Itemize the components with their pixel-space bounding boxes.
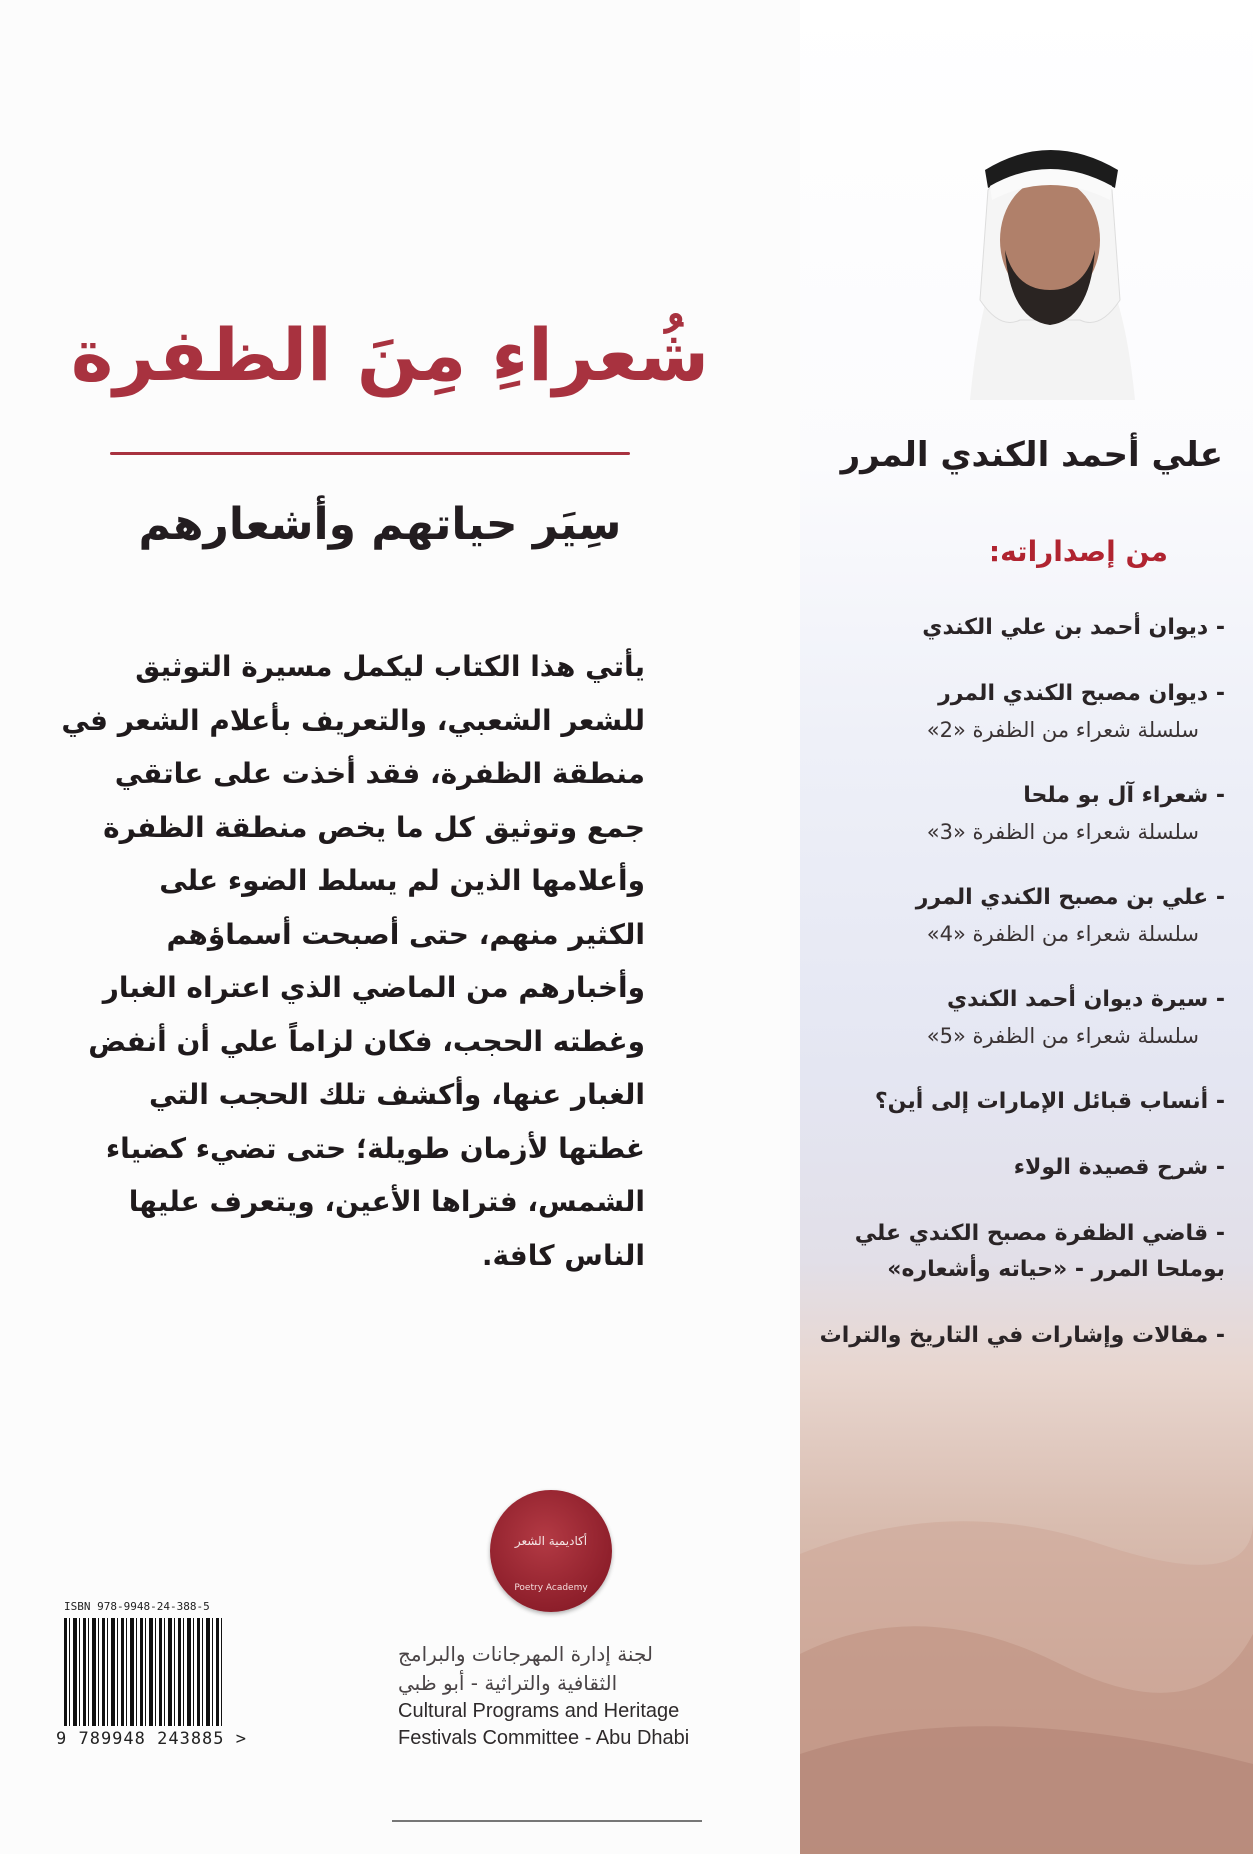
blurb-line: جمع وتوثيق كل ما يخص منطقة الظفرة <box>103 810 645 844</box>
poetry-academy-logo <box>490 1490 612 1612</box>
publication-item <box>805 1318 1225 1354</box>
publication-item <box>805 1150 1225 1186</box>
blurb <box>25 640 645 1282</box>
publication-title: - قاضي الظفرة مصبح الكندي علي بوملحا المرر - «حياته وأشعاره» <box>854 1221 1225 1282</box>
author-panel <box>800 0 1253 1854</box>
publication-title: - شعراء آل بو ملحا <box>1023 783 1225 808</box>
publication-item <box>805 676 1225 748</box>
blurb-line: الغبار عنها، وأكشف تلك الحجب التي <box>148 1078 645 1111</box>
blurb-line: يأتي هذا الكتاب ليكمل مسيرة التوثيق <box>135 650 645 683</box>
publications-list <box>805 610 1225 1384</box>
desert-dunes-image <box>800 1434 1253 1854</box>
title-underline <box>110 452 630 455</box>
publication-item <box>805 880 1225 952</box>
blurb-line: للشعر الشعبي، والتعريف بأعلام الشعر في <box>61 703 645 737</box>
blurb-line: منطقة الظفرة، فقد أخذت على عاتقي <box>114 757 645 790</box>
divider <box>392 1820 702 1822</box>
publication-title: - ديوان أحمد بن علي الكندي <box>922 615 1225 640</box>
publication-item <box>805 1216 1225 1288</box>
publisher-english-1: Cultural Programs and Heritage <box>398 1700 680 1722</box>
barcode-bars <box>64 1618 222 1726</box>
isbn-label: ISBN 978-9948-24-388-5 <box>64 1600 210 1613</box>
publication-item <box>805 1084 1225 1120</box>
barcode-digits: 9 789948 243885 > <box>56 1729 247 1749</box>
publication-series: سلسلة شعراء من الظفرة «3» <box>926 820 1199 844</box>
author-portrait <box>960 130 1140 400</box>
book-subtitle: سِيَر حياتهم وأشعارهم <box>138 499 622 550</box>
publication-item <box>805 982 1225 1054</box>
publication-title: - ديوان مصبح الكندي المرر <box>938 681 1225 706</box>
publisher-english-2: Festivals Committee - Abu Dhabi <box>398 1727 690 1749</box>
publisher-block <box>398 1640 694 1752</box>
publication-series: سلسلة شعراء من الظفرة «4» <box>926 922 1199 946</box>
blurb-line: الشمس، فتراها الأعين، ويتعرف عليها <box>128 1185 645 1218</box>
blurb-line: الناس كافة. <box>481 1238 645 1272</box>
blurb-line: وأخبارهم من الماضي الذي اعتراه الغبار <box>102 971 645 1004</box>
publication-title: - أنساب قبائل الإمارات إلى أين؟ <box>874 1089 1225 1114</box>
publisher-arabic-1: لجنة إدارة المهرجانات والبرامج <box>398 1642 653 1666</box>
blurb-line: غطتها لأزمان طويلة؛ حتى تضيء كضياء <box>105 1131 645 1165</box>
author-name: علي أحمد الكندي المرر <box>840 435 1223 475</box>
publications-heading: من إصداراته: <box>988 535 1168 568</box>
publication-title: - سيرة ديوان أحمد الكندي <box>946 987 1225 1012</box>
publication-title: - مقالات وإشارات في التاريخ والتراث <box>819 1323 1225 1348</box>
publisher-arabic-2: الثقافية والتراثية - أبو ظبي <box>398 1671 618 1695</box>
blurb-line: وغطته الحجب، فكان لزاماً علي أن أنفض <box>88 1024 645 1058</box>
logo-calligraphy: أكاديمية الشعر <box>514 1534 588 1548</box>
blurb-line: وأعلامها الذين لم يسلط الضوء على <box>159 864 645 897</box>
publication-item <box>805 610 1225 646</box>
book-title: شُعراءِ مِنَ الظفرة <box>70 313 710 397</box>
publication-title: - شرح قصيدة الولاء <box>1013 1155 1225 1180</box>
blurb-line: الكثير منهم، حتى أصبحت أسماؤهم <box>166 917 645 951</box>
publication-item <box>805 778 1225 850</box>
publication-series: سلسلة شعراء من الظفرة «2» <box>926 718 1199 742</box>
publication-title: - علي بن مصبح الكندي المرر <box>915 885 1225 910</box>
logo-caption: Poetry Academy <box>514 1583 588 1593</box>
publication-series: سلسلة شعراء من الظفرة «5» <box>926 1024 1199 1048</box>
